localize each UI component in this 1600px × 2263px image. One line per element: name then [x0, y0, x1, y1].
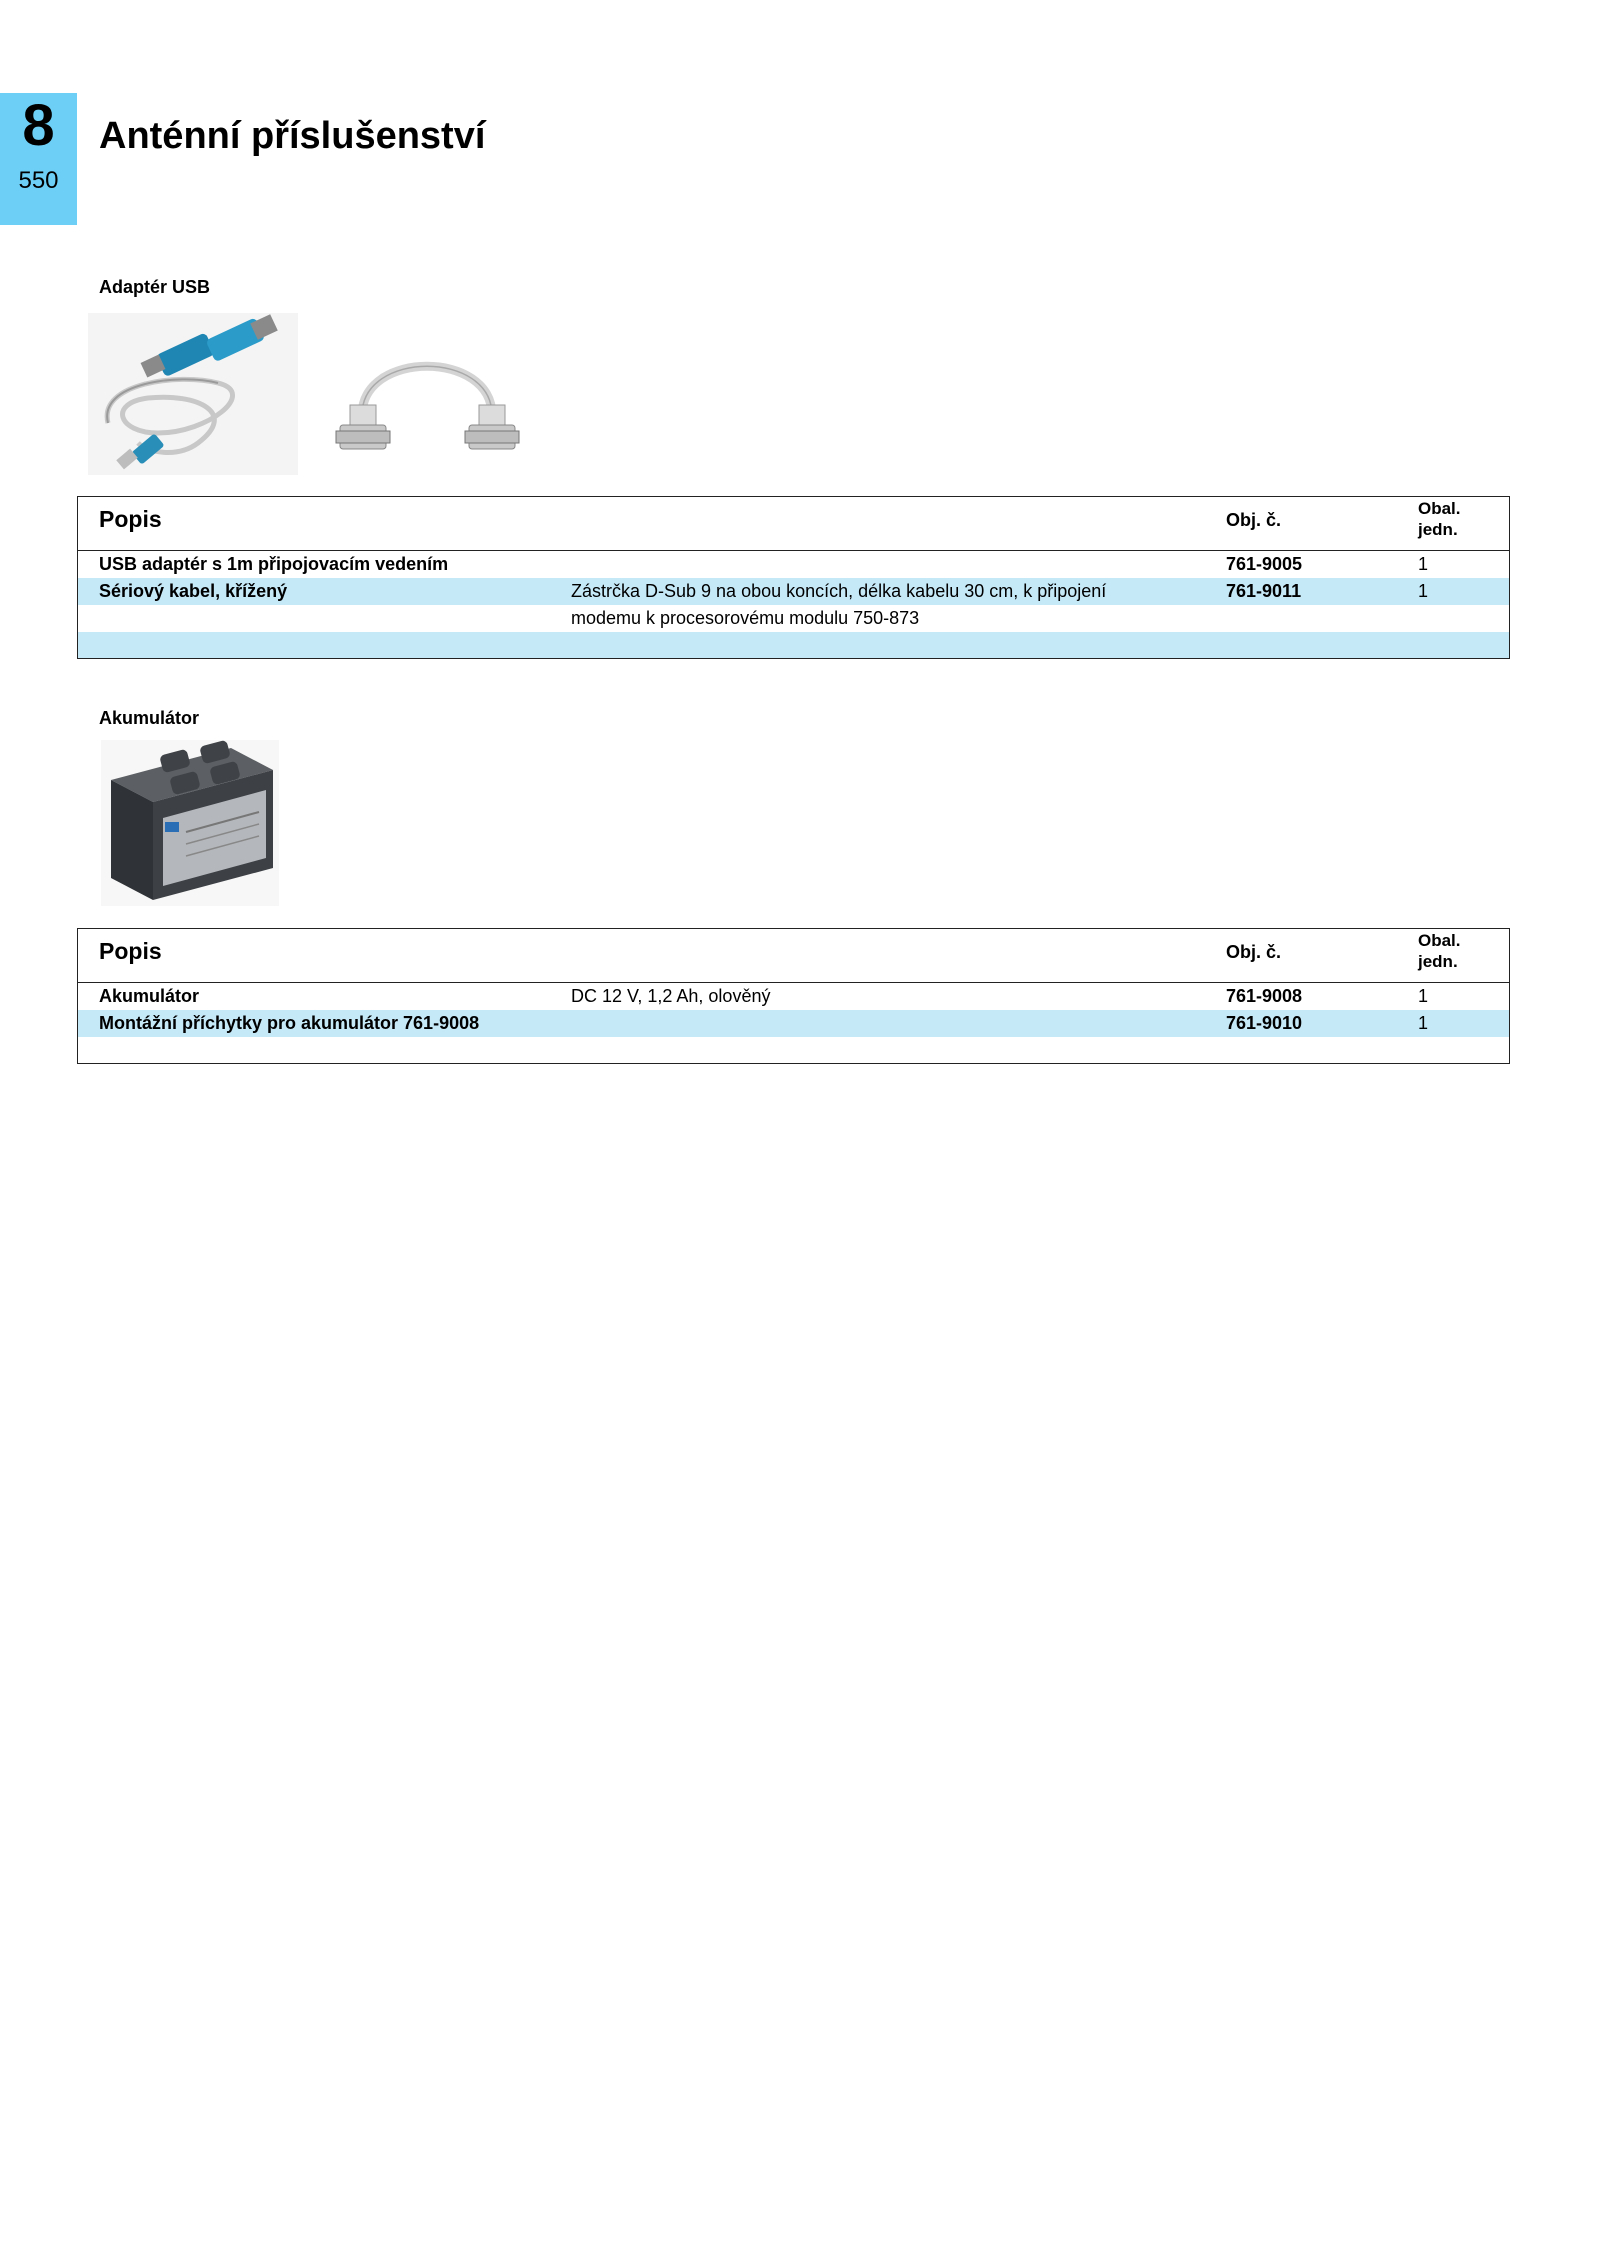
header-obj: Obj. č. — [1226, 510, 1282, 530]
product-table-battery — [77, 928, 1510, 1064]
table-row — [78, 551, 1509, 578]
table-row-empty — [78, 1037, 1509, 1063]
page-title: Anténní příslušenství — [99, 115, 486, 157]
header-obal: Obal. jedn. — [1418, 499, 1461, 539]
table-row-empty — [78, 632, 1509, 658]
product-table-usb — [77, 496, 1510, 659]
row-order-number: 761-9010 — [1226, 1013, 1303, 1033]
row-description: USB adaptér s 1m připojovacím vedením — [99, 554, 449, 574]
header-popis: Popis — [99, 938, 162, 964]
page-number: 550 — [18, 167, 59, 194]
row-order-number: 761-9008 — [1226, 986, 1303, 1006]
table-row-continuation — [78, 605, 1509, 632]
row-pack-unit: 1 — [1418, 554, 1429, 574]
battery-image — [101, 740, 279, 906]
row-pack-unit: 1 — [1418, 986, 1429, 1006]
header-popis: Popis — [99, 506, 162, 532]
row-pack-unit: 1 — [1418, 1013, 1429, 1033]
row-order-number: 761-9005 — [1226, 554, 1303, 574]
row-pack-unit: 1 — [1418, 581, 1429, 601]
table-header — [78, 497, 1509, 551]
section-label-usb: Adaptér USB — [99, 277, 211, 297]
table-row — [78, 1010, 1509, 1037]
section-label-battery: Akumulátor — [99, 708, 200, 728]
usb-adapter-image — [88, 313, 298, 475]
row-description: Akumulátor — [99, 986, 200, 1006]
row-description: Montážní příchytky pro akumulátor 761-9008 — [99, 1013, 480, 1033]
table-row — [78, 983, 1509, 1010]
serial-cable-image — [322, 330, 532, 465]
header-obal: Obal. jedn. — [1418, 931, 1461, 971]
chapter-tab — [0, 93, 77, 225]
row-note-line2: modemu k procesorovému modulu 750-873 — [571, 608, 920, 628]
table-row — [78, 578, 1509, 605]
row-order-number: 761-9011 — [1226, 581, 1302, 601]
chapter-number: 8 — [22, 93, 55, 158]
table-header — [78, 929, 1509, 983]
row-description: Sériový kabel, křížený — [99, 581, 288, 601]
header-obj: Obj. č. — [1226, 942, 1282, 962]
row-note: Zástrčka D-Sub 9 na obou koncích, délka kabelu 30 cm, k připojení — [571, 581, 1107, 601]
row-note: DC 12 V, 1,2 Ah, olověný — [571, 986, 771, 1006]
